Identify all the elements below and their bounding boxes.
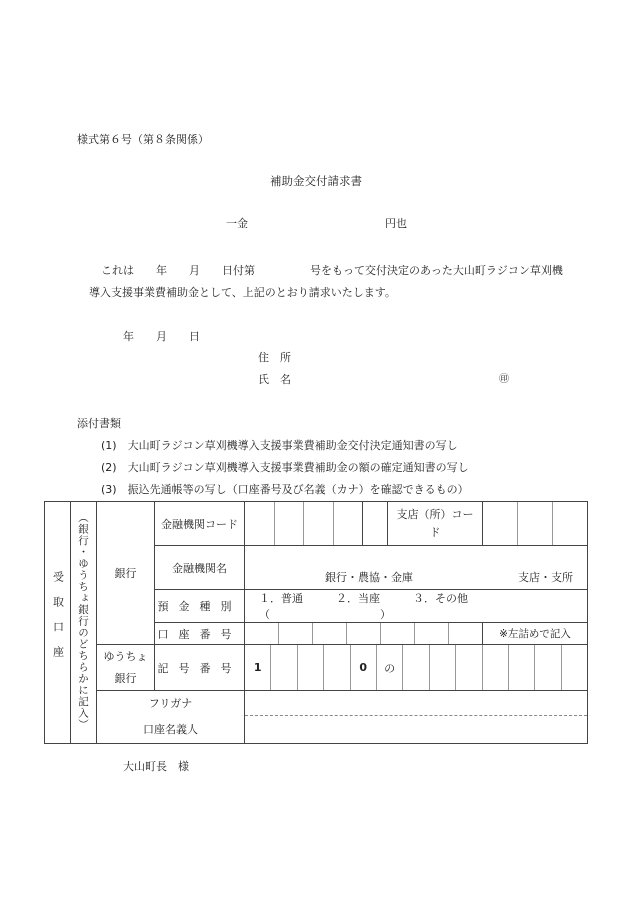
account-holder-label: 口座名義人 bbox=[143, 723, 198, 736]
symbol-no-char: の bbox=[376, 645, 402, 690]
bank-type-options: 銀行・農協・金庫 bbox=[325, 571, 413, 584]
date-line: 年 月 日 bbox=[123, 330, 200, 343]
account-number-boxes[interactable] bbox=[245, 623, 483, 645]
symbol-digit-zero: 0 bbox=[350, 645, 376, 690]
deposit-type-label: 預金種別 bbox=[155, 590, 245, 623]
branch-code-boxes[interactable] bbox=[483, 502, 588, 546]
symbol-number-boxes[interactable] bbox=[245, 645, 588, 691]
attachment-item-3: (3) 振込先通帳等の写し（口座番号及び名義（カナ）を確認できるもの） bbox=[101, 483, 469, 496]
page-title: 補助金交付請求書 bbox=[270, 174, 362, 188]
bank-or-yucho-note: （銀行・ゆうちょ銀行のどちらかに記入） bbox=[71, 502, 97, 744]
account-holder-labels bbox=[97, 691, 245, 744]
furigana-label: フリガナ bbox=[148, 697, 193, 710]
bank-label: 銀行 bbox=[97, 502, 155, 645]
bank-name-label: 金融機関名 bbox=[155, 546, 245, 590]
addressee: 大山町長 様 bbox=[123, 760, 189, 773]
address-label: 住 所 bbox=[258, 351, 291, 364]
account-number-label: 口座番号 bbox=[155, 623, 245, 645]
branch-type-options: 支店・支所 bbox=[518, 571, 573, 584]
yucho-label: ゆうちょ 銀行 bbox=[97, 645, 155, 691]
attachment-item-2: (2) 大山町ラジコン草刈機導入支援事業費補助金の額の確定通知書の写し bbox=[101, 461, 469, 474]
branch-code-label: 支店（所）コード bbox=[388, 502, 483, 546]
receiving-account-label: 受取口座 bbox=[45, 502, 71, 744]
account-table bbox=[44, 501, 588, 744]
form-number: 様式第６号（第８条関係） bbox=[77, 133, 209, 146]
body-text-line1: これは 年 月 日付第 号をもって交付決定のあった大山町ラジコン草刈機 bbox=[101, 264, 563, 277]
bank-code-label: 金融機関コード bbox=[155, 502, 245, 546]
bank-code-boxes[interactable] bbox=[245, 502, 363, 546]
holder-name-input[interactable] bbox=[245, 715, 587, 743]
account-holder-field[interactable] bbox=[245, 691, 588, 744]
attachment-item-1: (1) 大山町ラジコン草刈機導入支援事業費補助金交付決定通知書の写し bbox=[101, 439, 458, 452]
name-label: 氏 名 bbox=[258, 373, 291, 386]
symbol-digit-1: 1 bbox=[253, 661, 262, 674]
symbol-number-label: 記号番号 bbox=[155, 645, 245, 691]
deposit-type-options[interactable]: １．普通 ２．当座 ３．その他（ ） bbox=[245, 590, 588, 623]
left-align-note: ※左詰めで記入 bbox=[483, 623, 588, 645]
seal-mark: ㊞ bbox=[499, 374, 509, 385]
amount-suffix: 円也 bbox=[385, 217, 407, 230]
bank-code-extra-box bbox=[363, 502, 388, 546]
attachments-heading: 添付書類 bbox=[77, 417, 121, 430]
bank-name-field[interactable] bbox=[245, 546, 588, 590]
furigana-input[interactable] bbox=[245, 691, 587, 715]
amount-prefix: 一金 bbox=[226, 217, 248, 230]
body-text-line2: 導入支援事業費補助金として、上記のとおり請求いたします。 bbox=[89, 286, 396, 299]
